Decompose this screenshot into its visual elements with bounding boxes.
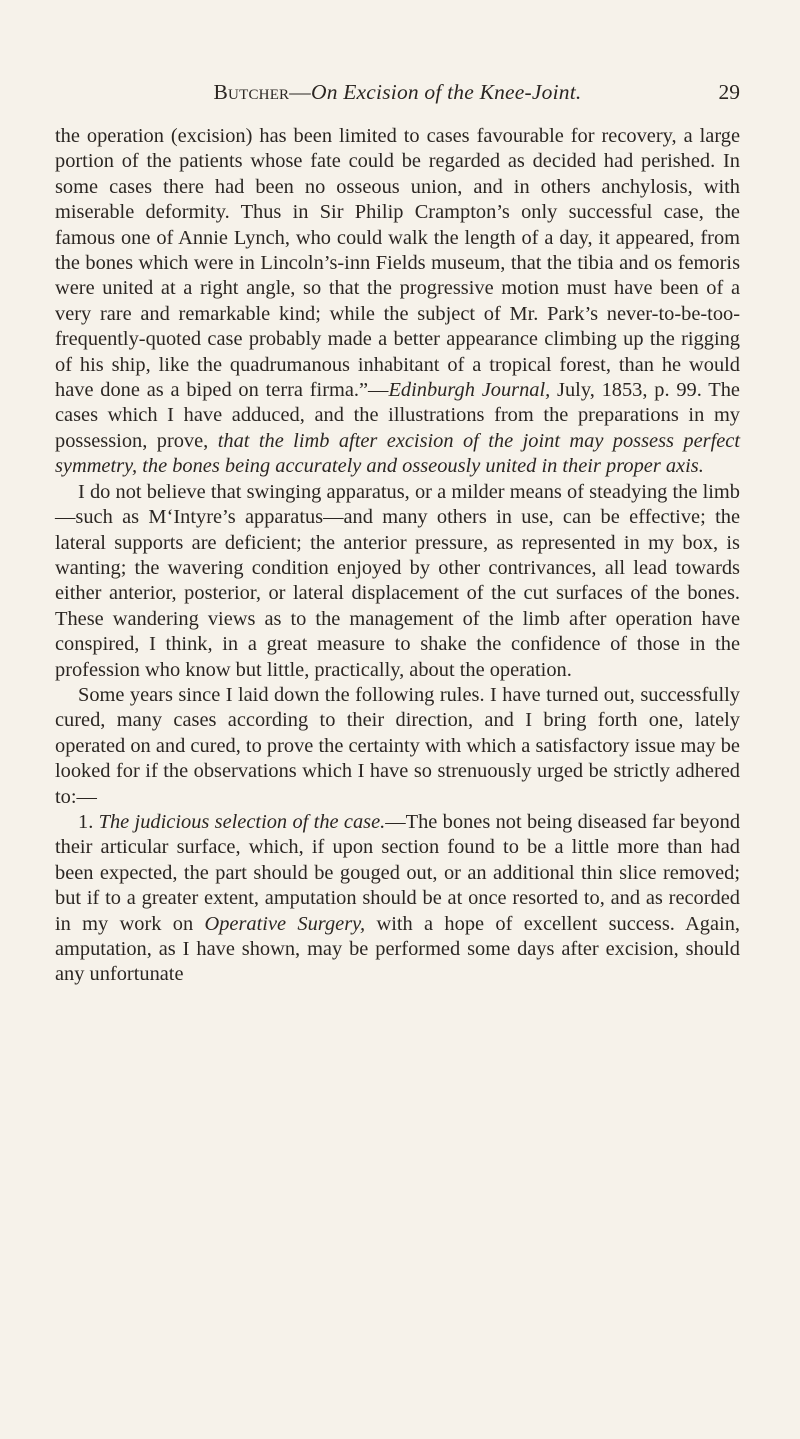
paragraph-4: [55, 810, 740, 988]
journal-citation: Edinburgh Journal,: [388, 379, 551, 402]
paragraph-1-text-a: the operation (excision) has been limited to cases favourable for recovery, a large portion of the patients whose fate could be regarded as decided had perished. In some cases there had been no osseous union, and in others anchylosis, with miserable deformity. Thus in Sir Philip Crampton’s only successful case, the famous one of Annie Lynch, who could walk the length of a day, it appeared, from the bones which were in Lincoln’s-inn Fields museum, that the tibia and os femoris were united at a right angle, so that the progressive motion must have been of a very rare and remarkable kind; while the subject of Mr. Park’s never-to-be-too-frequently-quoted case probably made a better appearance climbing up the rigging of his ship, like the quadrumanous inhabitant of a tropical forest, than he would have done as a biped on terra firma.”—: [55, 125, 740, 402]
conclusion-italic: that the limb after excision of the joint may possess perfect symmetry, the bones being accurately and osseously united in their proper axis.: [55, 429, 740, 478]
page-number: 29: [718, 80, 740, 104]
body-text: [55, 124, 740, 988]
work-title: Operative Surgery,: [204, 912, 366, 935]
running-head-article-title: On Excision of the Knee-Joint.: [310, 80, 582, 104]
rule-number: 1.: [78, 810, 99, 833]
paragraph-3: Some years since I laid down the following rules. I have turned out, successfully cured, many cases according to their direction, and I bring forth one, lately operated on and cured, to prove the certainty with which a satisfactory issue may be looked for if the observations which I have so strenuously urged be strictly adhered to:—: [55, 683, 740, 808]
paragraph-2: I do not believe that swinging apparatus, or a milder means of steadying the limb—such as M‘Intyre’s apparatus—and many others in use, can be effective; the lateral supports are deficient; the anterior pressure, as represented in my box, is wanting; the wavering condition enjoyed by other contrivances, all lead towards either anterior, posterior, or lateral displacement of the cut surfaces of the bones. These wandering views as to the management of the limb after operation have conspired, I think, in a great measure to shake the confidence of those in the profession who know but little, practically, about the operation.: [55, 480, 740, 681]
paragraph-4-text-a: —The bones not being diseased far beyond their articular surface, which, if upon section found to be a little more than had been expected, the part should be gouged out, or an additional thin slice removed; but if to a greater extent, amputation should be at once resorted to, and as recorded in my work on: [55, 810, 741, 935]
paragraph-1: [55, 124, 740, 480]
running-head-author: Butcher: [213, 80, 290, 104]
running-head-title: [55, 80, 740, 105]
running-head: [55, 80, 740, 114]
paragraph-1-text-b: July, 1853, p. 99. The cases which I have adduced, and the illustrations from the preparations in my possession, prove,: [55, 379, 740, 452]
running-head-dash: —: [289, 80, 311, 104]
rule-heading: The judicious selection of the case.: [98, 810, 386, 833]
paragraph-4-text-b: with a hope of excellent success. Again, amputation, as I have shown, may be performed some days after excision, should any unfortunate: [55, 912, 740, 986]
